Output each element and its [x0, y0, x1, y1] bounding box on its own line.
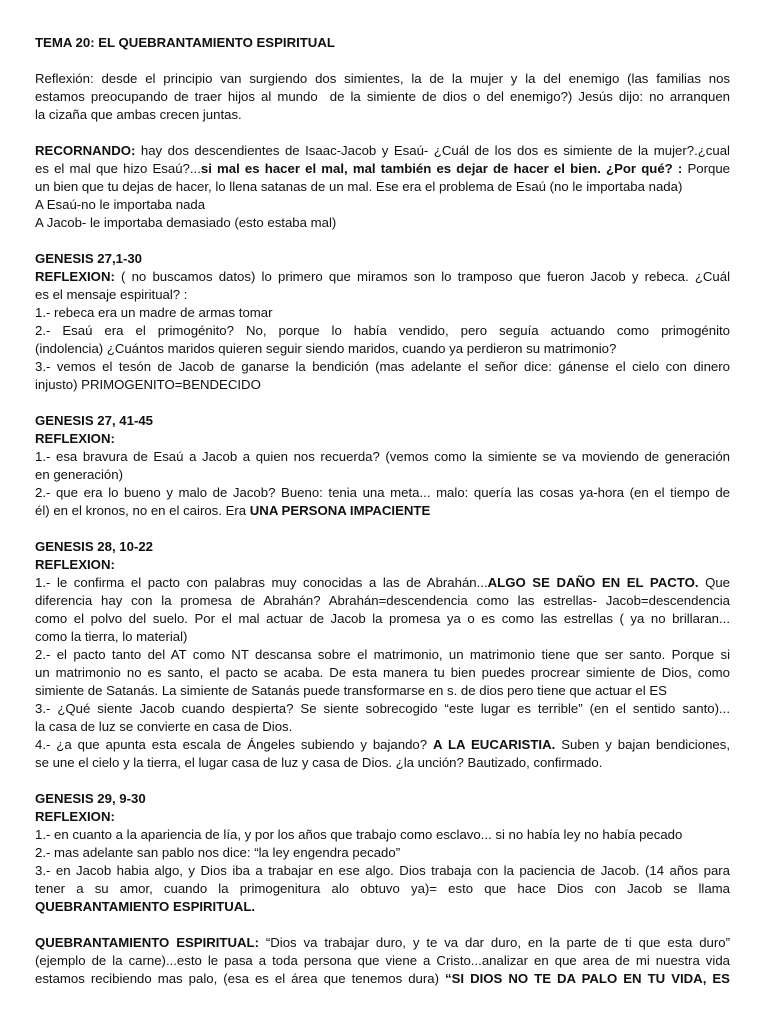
g28-text-10: 4.- ¿a que apunta esta escala de Ángeles subiendo y bajando?	[35, 737, 434, 752]
g27b-line-1: 1.- esa bravura de Esaú a Jacob a quien nos recuerda? (vemos como la simiente se va moviendo de generación	[35, 449, 730, 464]
g27a-line-5: (indolencia) ¿Cuántos maridos quieren seguir siendo maridos, cuando ya perdieron su matrimonio?	[35, 341, 617, 356]
recornando-section	[35, 142, 730, 232]
document-title: TEMA 20: EL QUEBRANTAMIENTO ESPIRITUAL	[35, 35, 335, 50]
intro-reflection	[35, 70, 730, 124]
g27a-line-1	[35, 268, 730, 286]
quebrantamiento-section	[35, 934, 730, 988]
spacer	[35, 520, 730, 538]
g28-line-7: simiente de Satanás. La simiente de Satanás puede transformarse en s. de dios pero tiene que actuar el ES	[35, 683, 667, 698]
g27a-line-6: 3.- vemos el tesón de Jacob de ganarse la bendición (mas adelante el señor dice: gánense el cielo con dinero	[35, 359, 730, 374]
g28-end-1: Que	[698, 575, 731, 590]
recornando-label: RECORNANDO:	[35, 143, 136, 158]
recornando-end-2: Porque	[682, 161, 730, 176]
g27a-line-7: injusto) PRIMOGENITO=BENDECIDO	[35, 377, 261, 392]
g27a-line-3: 1.- rebeca era un madre de armas tomar	[35, 305, 273, 320]
section-heading: GENESIS 28, 10-22	[35, 539, 154, 554]
spacer	[35, 772, 730, 790]
g27b-line-2: en generación)	[35, 467, 123, 482]
g28-line-6: un matrimonio no es santo, el pacto se acaba. De esta manera tu bien puedes procrear simiente de Dios, como	[35, 665, 730, 680]
g28-text-1: 1.- le confirma el pacto con palabras muy conocidas a las de Abrahán...	[35, 575, 488, 590]
g28-line-10	[35, 736, 730, 754]
recornando-line-1	[35, 142, 730, 160]
spacer	[35, 124, 730, 142]
section-heading: GENESIS 27, 41-45	[35, 413, 154, 428]
g28-bold-10: A LA EUCARISTIA.	[433, 737, 556, 752]
qe-text-3: estamos recibiendo mas palo, (esa es el área que tenemos dura)	[35, 971, 446, 986]
g27b-text-4: él) en el kronos, no en el cairos. Era	[35, 503, 250, 518]
document-page	[35, 34, 730, 988]
qe-line-2: (ejemplo de la carne)...esto le pasa a toda persona que viene a Cristo...analizar en que area de mi nuestra vida	[35, 953, 730, 968]
genesis-28-section	[35, 538, 730, 772]
reflexion-label: REFLEXION:	[35, 431, 115, 446]
genesis-27-1-section	[35, 250, 730, 394]
g27a-line-4: 2.- Esaú era el primogénito? No, porque lo había vendido, pero seguía actuando como primogénito	[35, 323, 730, 338]
spacer	[35, 52, 730, 70]
reflexion-label: REFLEXION:	[35, 557, 115, 572]
intro-line-3: la cizaña que ambas crecen juntas.	[35, 107, 242, 122]
recornando-line-3: un bien que tu dejas de hacer, lo llena satanas de un mal. Ese era el problema de Esaú (no le importaba nada)	[35, 179, 683, 194]
qe-line-3	[35, 970, 730, 988]
g28-end-10: Suben y bajan bendiciones,	[555, 737, 730, 752]
g28-bold-1: ALGO SE DAÑO EN EL PACTO.	[487, 575, 699, 590]
g28-line-5: 2.- el pacto tanto del AT como NT descansa sobre el matrimonio, un matrimonio tiene que ser santo. Porque si	[35, 647, 730, 662]
reflexion-label: REFLEXION:	[35, 809, 115, 824]
g29-line-1: 1.- en cuanto a la apariencia de lía, y por los años que trabajo como esclavo... si no había ley no había pecado	[35, 827, 683, 842]
qe-text-1: “Dios va trabajar duro, y te va dar duro, en la parte de ti que esta duro”	[258, 935, 730, 950]
genesis-27-41-section	[35, 412, 730, 520]
spacer	[35, 232, 730, 250]
g27a-text-1: ( no buscamos datos) lo primero que miramos son lo tramposo que fueron Jacob y rebeca. ¿Cuál	[114, 269, 730, 284]
g27b-bold-4: UNA PERSONA IMPACIENTE	[249, 503, 431, 518]
g28-line-1	[35, 574, 730, 592]
spacer	[35, 916, 730, 934]
spacer	[35, 394, 730, 412]
g28-line-8: 3.- ¿Qué siente Jacob cuando despierta? Se siente sobrecogido “este lugar es terrible” (en el sentido santo)...	[35, 701, 730, 716]
g29-line-3: 3.- en Jacob habia algo, y Dios iba a trabajar en ese algo. Dios trabaja con la paciencia de Jacob. (14 años para	[35, 863, 730, 878]
intro-line-1: Reflexión: desde el principio van surgiendo dos simientes, la de la mujer y la del enemigo (las familias nos	[35, 71, 730, 86]
g28-line-9: la casa de luz se convierte en casa de Dios.	[35, 719, 293, 734]
g29-line-5: QUEBRANTAMIENTO ESPIRITUAL.	[35, 899, 256, 914]
section-heading: GENESIS 27,1-30	[35, 251, 143, 266]
g27b-line-4	[35, 502, 730, 520]
qe-line-1	[35, 934, 730, 952]
qe-bold-3: “SI DIOS NO TE DA PALO EN TU VIDA, ES	[445, 971, 730, 986]
recornando-line-5: A Jacob- le importaba demasiado (esto estaba mal)	[35, 215, 337, 230]
recornando-bold-2: si mal es hacer el mal, mal también es dejar de hacer el bien. ¿Por qué? :	[200, 161, 683, 176]
g28-line-11: se une el cielo y la tierra, el lugar casa de luz y casa de Dios. ¿la unción? Bautizado, confirmado.	[35, 755, 603, 770]
intro-line-2: estamos preocupando de traer hijos al mundo de la simiente de dios o del enemigo?) Jesús dijo: no arranquen	[35, 89, 730, 104]
g29-line-2: 2.- mas adelante san pablo nos dice: “la ley engendra pecado”	[35, 845, 401, 860]
qe-label: QUEBRANTAMIENTO ESPIRITUAL:	[35, 935, 259, 950]
g27b-line-3: 2.- que era lo bueno y malo de Jacob? Bueno: tenia una meta... malo: quería las cosas ya-hora (en el tiempo de	[35, 485, 730, 500]
genesis-29-section	[35, 790, 730, 916]
recornando-line-4: A Esaú-no le importaba nada	[35, 197, 206, 212]
recornando-line-2	[35, 160, 730, 178]
recornando-text-2: es el mal que hizo Esaú?...	[35, 161, 201, 176]
g28-line-4: como la tierra, lo material)	[35, 629, 188, 644]
g29-line-4: tener a su amor, cuando la primogenitura alo obtuvo ya)= esto que hace Dios con Jacob se llama	[35, 881, 730, 896]
section-heading: GENESIS 29, 9-30	[35, 791, 146, 806]
reflexion-label: REFLEXION:	[35, 269, 115, 284]
g28-line-2: diferencia hay con la promesa de Abrahán? Abrahán=descendencia como las estrellas- Jacob=descendencia	[35, 593, 730, 608]
recornando-text-1: hay dos descendientes de Isaac-Jacob y Esaú- ¿Cuál de los dos es simiente de la mujer?.¿cual	[135, 143, 730, 158]
g28-line-3: como el polvo del suelo. Por el mal actuar de Jacob la promesa ya o es como las estrellas ( ya no brillaran...	[35, 611, 730, 626]
g27a-line-2: es el mensaje espiritual? :	[35, 287, 188, 302]
